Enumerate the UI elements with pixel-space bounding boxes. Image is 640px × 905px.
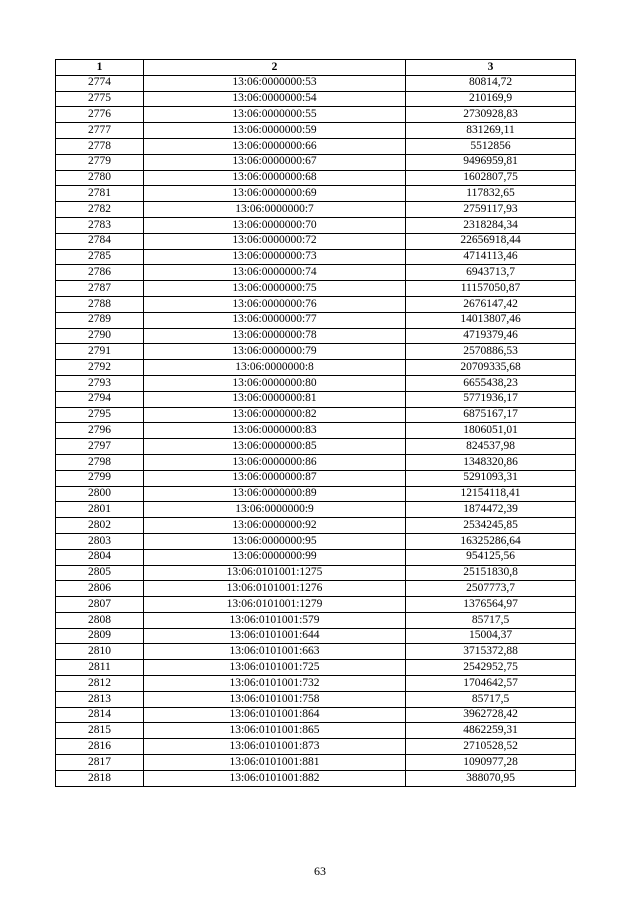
cadastral-number-cell: 13:06:0000000:75 [144, 281, 406, 297]
cadastral-number-cell: 13:06:0000000:86 [144, 454, 406, 470]
table-row [56, 265, 576, 281]
cadastral-number-cell: 13:06:0000000:70 [144, 217, 406, 233]
value-cell: 2759117,93 [406, 202, 576, 218]
cadastral-number-cell: 13:06:0101001:758 [144, 691, 406, 707]
row-number-cell: 2815 [56, 723, 144, 739]
row-number-cell: 2789 [56, 312, 144, 328]
value-cell: 6655438,23 [406, 375, 576, 391]
table-row [56, 612, 576, 628]
value-cell: 25151830,8 [406, 565, 576, 581]
header-row [56, 60, 576, 76]
table-row [56, 707, 576, 723]
value-cell: 1602807,75 [406, 170, 576, 186]
row-number-cell: 2806 [56, 581, 144, 597]
table-row [56, 770, 576, 786]
value-cell: 2676147,42 [406, 296, 576, 312]
table-row [56, 249, 576, 265]
table-row [56, 344, 576, 360]
cadastral-number-cell: 13:06:0000000:55 [144, 107, 406, 123]
table-row [56, 549, 576, 565]
value-cell: 3715372,88 [406, 644, 576, 660]
value-cell: 2570886,53 [406, 344, 576, 360]
row-number-cell: 2798 [56, 454, 144, 470]
cadastral-number-cell: 13:06:0000000:8 [144, 360, 406, 376]
table-row [56, 470, 576, 486]
row-number-cell: 2784 [56, 233, 144, 249]
row-number-cell: 2818 [56, 770, 144, 786]
value-cell: 824537,98 [406, 439, 576, 455]
cadastral-number-cell: 13:06:0000000:80 [144, 375, 406, 391]
cadastral-number-cell: 13:06:0101001:864 [144, 707, 406, 723]
cadastral-number-cell: 13:06:0000000:87 [144, 470, 406, 486]
row-number-cell: 2779 [56, 154, 144, 170]
value-cell: 2710528,52 [406, 739, 576, 755]
data-table [55, 59, 576, 787]
value-cell: 1348320,86 [406, 454, 576, 470]
cadastral-number-cell: 13:06:0000000:92 [144, 518, 406, 534]
value-cell: 14013807,46 [406, 312, 576, 328]
row-number-cell: 2799 [56, 470, 144, 486]
cadastral-number-cell: 13:06:0101001:1279 [144, 597, 406, 613]
cadastral-number-cell: 13:06:0000000:68 [144, 170, 406, 186]
value-cell: 2730928,83 [406, 107, 576, 123]
table-row [56, 375, 576, 391]
table-row [56, 660, 576, 676]
page-number: 63 [314, 864, 326, 878]
table-row [56, 202, 576, 218]
value-cell: 80814,72 [406, 75, 576, 91]
row-number-cell: 2808 [56, 612, 144, 628]
row-number-cell: 2797 [56, 439, 144, 455]
row-number-cell: 2791 [56, 344, 144, 360]
table-row [56, 296, 576, 312]
value-cell: 210169,9 [406, 91, 576, 107]
table-header [56, 60, 576, 76]
cadastral-number-cell: 13:06:0101001:644 [144, 628, 406, 644]
cadastral-number-cell: 13:06:0000000:54 [144, 91, 406, 107]
value-cell: 4862259,31 [406, 723, 576, 739]
cadastral-number-cell: 13:06:0000000:7 [144, 202, 406, 218]
value-cell: 2542952,75 [406, 660, 576, 676]
cadastral-number-cell: 13:06:0000000:81 [144, 391, 406, 407]
table-body [56, 75, 576, 786]
table-row [56, 312, 576, 328]
cadastral-number-cell: 13:06:0000000:66 [144, 138, 406, 154]
value-cell: 85717,5 [406, 612, 576, 628]
table-row [56, 581, 576, 597]
value-cell: 85717,5 [406, 691, 576, 707]
value-cell: 6943713,7 [406, 265, 576, 281]
value-cell: 1376564,97 [406, 597, 576, 613]
row-number-cell: 2781 [56, 186, 144, 202]
cadastral-number-cell: 13:06:0000000:59 [144, 123, 406, 139]
cadastral-number-cell: 13:06:0000000:76 [144, 296, 406, 312]
table-row [56, 486, 576, 502]
table-row [56, 565, 576, 581]
row-number-cell: 2817 [56, 755, 144, 771]
cadastral-number-cell: 13:06:0101001:579 [144, 612, 406, 628]
row-number-cell: 2777 [56, 123, 144, 139]
row-number-cell: 2803 [56, 533, 144, 549]
table-row [56, 676, 576, 692]
row-number-cell: 2805 [56, 565, 144, 581]
value-cell: 11157050,87 [406, 281, 576, 297]
cadastral-number-cell: 13:06:0000000:53 [144, 75, 406, 91]
value-cell: 5771936,17 [406, 391, 576, 407]
cadastral-number-cell: 13:06:0000000:99 [144, 549, 406, 565]
table-row [56, 123, 576, 139]
row-number-cell: 2795 [56, 407, 144, 423]
table-row [56, 518, 576, 534]
table-row [56, 391, 576, 407]
table-row [56, 454, 576, 470]
cadastral-number-cell: 13:06:0000000:74 [144, 265, 406, 281]
cadastral-number-cell: 13:06:0000000:69 [144, 186, 406, 202]
table-row [56, 91, 576, 107]
value-cell: 12154118,41 [406, 486, 576, 502]
cadastral-number-cell: 13:06:0000000:89 [144, 486, 406, 502]
value-cell: 2534245,85 [406, 518, 576, 534]
value-cell: 6875167,17 [406, 407, 576, 423]
row-number-cell: 2786 [56, 265, 144, 281]
table-row [56, 186, 576, 202]
table-row [56, 597, 576, 613]
table-row [56, 439, 576, 455]
row-number-cell: 2800 [56, 486, 144, 502]
value-cell: 1090977,28 [406, 755, 576, 771]
row-number-cell: 2785 [56, 249, 144, 265]
table-row [56, 723, 576, 739]
column-header-3: 3 [406, 60, 576, 76]
value-cell: 15004,37 [406, 628, 576, 644]
table-row [56, 360, 576, 376]
value-cell: 4714113,46 [406, 249, 576, 265]
row-number-cell: 2812 [56, 676, 144, 692]
value-cell: 1874472,39 [406, 502, 576, 518]
value-cell: 9496959,81 [406, 154, 576, 170]
value-cell: 20709335,68 [406, 360, 576, 376]
value-cell: 954125,56 [406, 549, 576, 565]
value-cell: 2318284,34 [406, 217, 576, 233]
value-cell: 16325286,64 [406, 533, 576, 549]
table-row [56, 233, 576, 249]
row-number-cell: 2810 [56, 644, 144, 660]
value-cell: 388070,95 [406, 770, 576, 786]
cadastral-number-cell: 13:06:0101001:732 [144, 676, 406, 692]
row-number-cell: 2816 [56, 739, 144, 755]
cadastral-number-cell: 13:06:0101001:1276 [144, 581, 406, 597]
row-number-cell: 2796 [56, 423, 144, 439]
cadastral-number-cell: 13:06:0000000:83 [144, 423, 406, 439]
cadastral-number-cell: 13:06:0000000:85 [144, 439, 406, 455]
row-number-cell: 2809 [56, 628, 144, 644]
value-cell: 1704642,57 [406, 676, 576, 692]
row-number-cell: 2793 [56, 375, 144, 391]
row-number-cell: 2813 [56, 691, 144, 707]
row-number-cell: 2811 [56, 660, 144, 676]
table-row [56, 217, 576, 233]
row-number-cell: 2783 [56, 217, 144, 233]
value-cell: 4719379,46 [406, 328, 576, 344]
row-number-cell: 2776 [56, 107, 144, 123]
cadastral-number-cell: 13:06:0000000:79 [144, 344, 406, 360]
value-cell: 831269,11 [406, 123, 576, 139]
value-cell: 2507773,7 [406, 581, 576, 597]
table-row [56, 138, 576, 154]
table-row [56, 107, 576, 123]
value-cell: 1806051,01 [406, 423, 576, 439]
table-row [56, 423, 576, 439]
row-number-cell: 2802 [56, 518, 144, 534]
value-cell: 5512856 [406, 138, 576, 154]
row-number-cell: 2814 [56, 707, 144, 723]
table-row [56, 691, 576, 707]
value-cell: 22656918,44 [406, 233, 576, 249]
row-number-cell: 2790 [56, 328, 144, 344]
row-number-cell: 2804 [56, 549, 144, 565]
cadastral-number-cell: 13:06:0101001:865 [144, 723, 406, 739]
cadastral-number-cell: 13:06:0000000:72 [144, 233, 406, 249]
cadastral-number-cell: 13:06:0101001:881 [144, 755, 406, 771]
table-row [56, 755, 576, 771]
cadastral-number-cell: 13:06:0000000:82 [144, 407, 406, 423]
row-number-cell: 2774 [56, 75, 144, 91]
column-header-2: 2 [144, 60, 406, 76]
row-number-cell: 2794 [56, 391, 144, 407]
row-number-cell: 2807 [56, 597, 144, 613]
column-header-1: 1 [56, 60, 144, 76]
cadastral-number-cell: 13:06:0101001:1275 [144, 565, 406, 581]
table-row [56, 281, 576, 297]
table-row [56, 644, 576, 660]
row-number-cell: 2778 [56, 138, 144, 154]
row-number-cell: 2775 [56, 91, 144, 107]
table-row [56, 75, 576, 91]
cadastral-number-cell: 13:06:0000000:95 [144, 533, 406, 549]
cadastral-number-cell: 13:06:0000000:78 [144, 328, 406, 344]
row-number-cell: 2801 [56, 502, 144, 518]
cadastral-number-cell: 13:06:0101001:882 [144, 770, 406, 786]
cadastral-number-cell: 13:06:0000000:67 [144, 154, 406, 170]
table-row [56, 154, 576, 170]
cadastral-number-cell: 13:06:0101001:873 [144, 739, 406, 755]
cadastral-number-cell: 13:06:0000000:73 [144, 249, 406, 265]
row-number-cell: 2788 [56, 296, 144, 312]
table-row [56, 407, 576, 423]
value-cell: 3962728,42 [406, 707, 576, 723]
row-number-cell: 2780 [56, 170, 144, 186]
value-cell: 117832,65 [406, 186, 576, 202]
table-row [56, 170, 576, 186]
value-cell: 5291093,31 [406, 470, 576, 486]
cadastral-number-cell: 13:06:0101001:663 [144, 644, 406, 660]
row-number-cell: 2792 [56, 360, 144, 376]
table-row [56, 328, 576, 344]
table-row [56, 502, 576, 518]
cadastral-number-cell: 13:06:0000000:77 [144, 312, 406, 328]
cadastral-number-cell: 13:06:0000000:9 [144, 502, 406, 518]
table-row [56, 739, 576, 755]
row-number-cell: 2787 [56, 281, 144, 297]
cadastral-number-cell: 13:06:0101001:725 [144, 660, 406, 676]
row-number-cell: 2782 [56, 202, 144, 218]
table-row [56, 533, 576, 549]
table-row [56, 628, 576, 644]
